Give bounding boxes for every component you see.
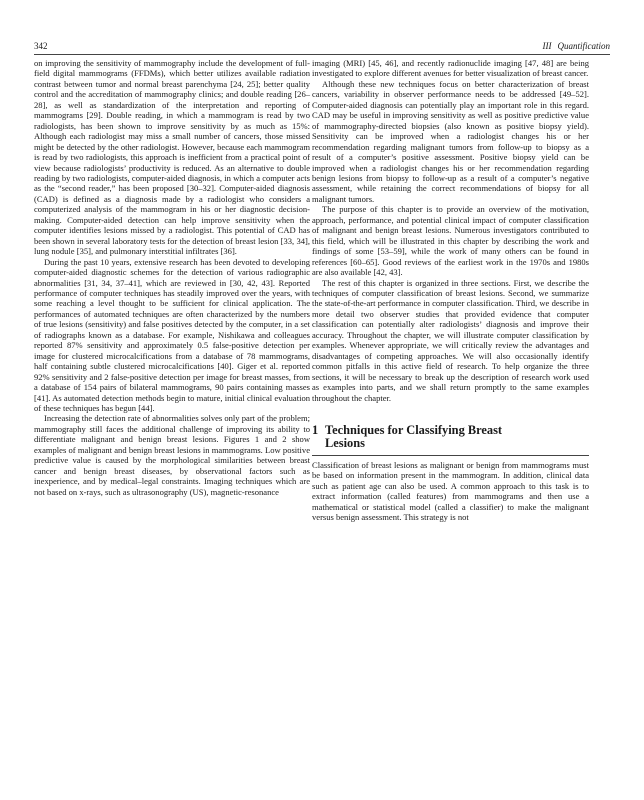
left-column: [34, 58, 310, 497]
paragraph: During the past 10 years, extensive research has been devoted to developing computer-aided diagnostic schemes for the detection of various radiographic abnormalities [31, 34, 37–41], which are reviewed in [30, 42, 43]. Reported performance of computer techniques has steadily improved over the years, with some reaching a level thought to be sufficient for clinical application. The performances of automated techniques are often characterized by the numbers of true lesions (sensitivity) and false positives detected by the computer, in a set of radiographs known as a database. For example, Nishikawa and colleagues reported 87% sensitivity and approximately 0.5 false-positive detection per image for clustered microcalcifications from a database of 78 mammograms, half containing subtle clustered microcalcifications [40]. Giger et al. reported 92% sensitivity and 2 false-positive detection per image for breast masses, from a database of 154 pairs of bilateral mammograms, 90 pairs containing masses [41]. As automated detection methods begin to mature, initial clinical evaluation of these techniques has begun [44].: [34, 256, 310, 413]
section-rule: [312, 455, 589, 456]
running-title: Quantification: [557, 41, 610, 51]
paragraph: Classification of breast lesions as malignant or benign from mammograms must be based on information present in the mammogram. In addition, clinical data such as patient age can also be used. A common approach to this task is to extract information (called features) from mammograms and then use a mathematical or statistical model (called a classifier) to make the malignant versus benign assessment. This strategy is not: [312, 459, 589, 523]
section-heading: [312, 424, 589, 451]
paragraph: Increasing the detection rate of abnormalities solves only part of the problem; mammography still faces the additional challenge of improving its ability to differentiate malignant and benign breast lesions. Figures 1 and 2 show examples of malignant and benign breast lesions in mammograms. Low positive predictive value is caused by the morphological similarities between breast cancer and benign breast diseases, by observational factors such as inexperience, and by medical–legal constraints. Imaging techniques which are not based on x-rays, such as ultrasonography (US), magnetic-resonance: [34, 413, 310, 497]
paragraph: Although these new techniques focus on better characterization of breast cancers, variability in observer performance needs to be addressed [49–52]. Computer-aided diagnosis can potentially play an important role in this regard. CAD may be useful in improving sensitivity as well as positive predictive value of mammography-directed biopsies (also known as positive biopsy yield). Sensitivity can be improved when a radiologist changes his or her recommendation regarding malignant tumors from follow-up to biopsy as a result of a computer’s positive assessment. Positive biopsy yield can be improved when a radiologist changes his or her recommendation regarding benign lesions from biopsy to follow-up as a result of a computer’s negative assessment, while retaining the correct recommendations of biopsy for all malignant tumors.: [312, 78, 589, 204]
section-number: 1: [312, 422, 319, 437]
running-head: [543, 41, 611, 51]
page-number: 342: [34, 41, 48, 51]
page-header: [34, 41, 610, 53]
section-title-line2: Lesions: [325, 436, 365, 451]
paragraph: The purpose of this chapter is to provide an overview of the motivation, approach, performance, and potential clinical impact of computer classification of malignant and benign breast lesions. Numerous investigators contributed to this field, which will be illustrated in this chapter by describing the work and findings of some [53–59], while the work of many others can be found in references [60–65]. Good reviews of the earliest work in the 1970s and 1980s are also available [42, 43].: [312, 204, 589, 278]
section-title-line1: Techniques for Classifying Breast: [325, 422, 503, 437]
right-column: [312, 58, 589, 523]
paragraph: The rest of this chapter is organized in three sections. First, we describe the techniques of computer classification of breast lesions. Second, we summarize the state-of-the-art performance in computer classification. Third, we describe in more detail two observer studies that provided evidence that computer classification can potentially alter radiologists’ diagnosis and improve their accuracy. Throughout the chapter, we will illustrate computer classification by examples. Whenever appropriate, we will critically review the advantages and disadvantages of competing approaches. We will also occasionally identify common pitfalls in this active field of research. To help organize the three sections, it will be necessary to break up the description of research work used as examples into parts, and we shall return promptly to the same examples throughout the chapter.: [312, 277, 589, 403]
header-rule: [34, 54, 610, 55]
paragraph: on improving the sensitivity of mammography include the development of full-field digital mammograms (FFDMs), which better utilizes available radiation contrast between tumor and normal breast parenchyma [24, 25]; better quality control and the accreditation of mammography clinics; and double reading [26–28], as well as standardization of the interpretation and reporting of mammograms [29]. Double reading, in which a mammogram is read by two radiologists, has been shown to improve sensitivity by as much as 15%: Although each radiologist may miss a small number of cancers, those missed might be detected by the other radiologist. However, because each mammogram is read by two radiologists, this approach is inefficient from a practical point of view because radiologists’ productivity is reduced. As an alternative to double reading by two radiologists, computer-aided diagnosis, in which a computer acts as the “second reader,” has been proposed [30–32]. Computer-aided diagnosis (CAD) is defined as a diagnosis made by a radiologist who considers a computerized analysis of the mammogram in his or her diagnostic decision-making. Computer-aided detection can help improve sensitivity when the computer identifies lesions missed by a radiologist. This potential of CAD has been shown in several laboratory tests for the detection of breast lesion [33, 34], lung nodule [35], and pulmonary interstitial infiltrates [36].: [34, 58, 310, 257]
paragraph: imaging (MRI) [45, 46], and recently radionuclide imaging [47, 48] are being investigated to explore different avenues for better visualization of breast cancer.: [312, 58, 589, 79]
part-label: III: [542, 41, 552, 51]
